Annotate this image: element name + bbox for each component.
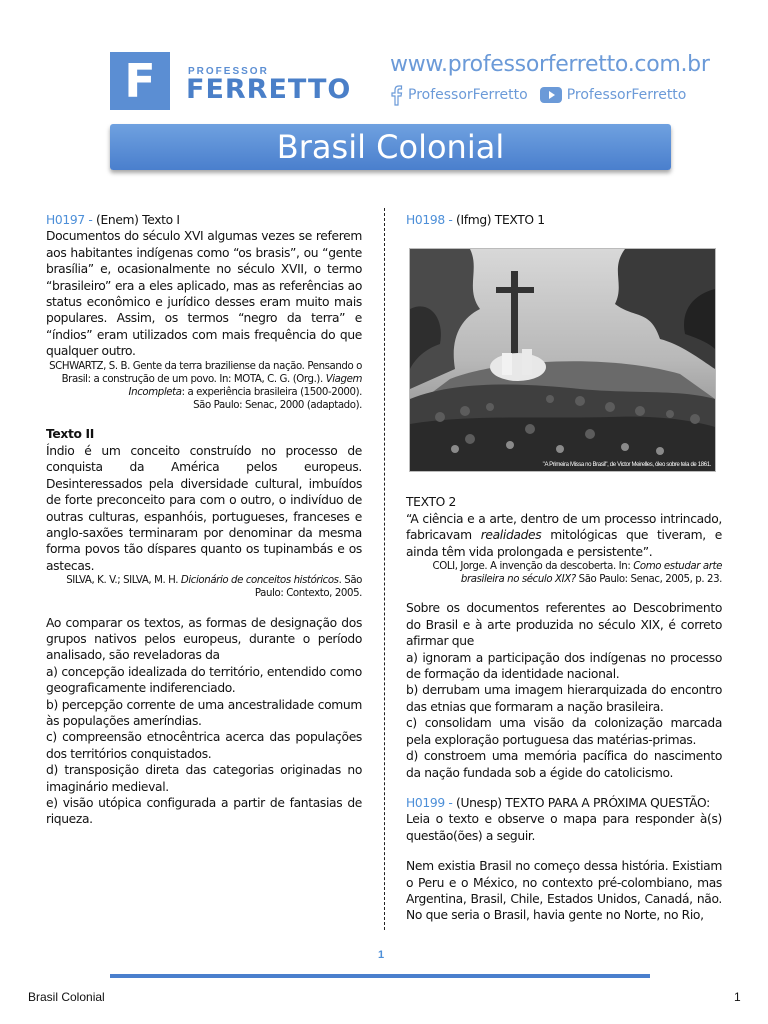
footer-divider bbox=[110, 974, 650, 978]
citation-part: São Paulo: Senac, 2005, p. 23. bbox=[575, 574, 722, 586]
brand-name: FERRETTO bbox=[186, 74, 352, 105]
answer-option[interactable]: a) concepção idealizada do território, entendido como geograficamente indiferenciado. bbox=[46, 664, 362, 696]
brand-subtitle: PROFESSOR bbox=[188, 66, 269, 77]
text-2-heading: TEXTO 2 bbox=[406, 495, 456, 510]
citation-title: Como estudar arte brasileira no século XIX? bbox=[460, 561, 722, 586]
social-links bbox=[390, 84, 686, 106]
right-column bbox=[406, 212, 722, 924]
youtube-link[interactable]: ProfessorFerretto bbox=[566, 87, 687, 103]
painting-image bbox=[409, 248, 716, 472]
answer-option[interactable]: e) visão utópica configurada a partir de fantasias de riqueza. bbox=[46, 796, 362, 827]
citation-part: COLI, Jorge. A invenção da descoberta. In: bbox=[432, 561, 634, 573]
answer-option[interactable]: a) ignoram a participação dos indígenas no processo de formação da identidade nacional. bbox=[406, 650, 722, 682]
page-title-bar bbox=[110, 124, 671, 170]
citation-title: Viagem Incompleta bbox=[128, 373, 362, 399]
site-url-link[interactable]: www.professorferretto.com.br bbox=[390, 52, 710, 77]
citation-part: SCHWARTZ, S. B. Gente da terra braziliense da nação. Pensando o Brasil: a construção de um povo. In: MOTA, C. G. (Org.). bbox=[49, 360, 362, 385]
facebook-icon bbox=[390, 84, 404, 106]
answer-option[interactable]: d) constroem uma memória pacífica do nascimento da nação fundada sob a égide do catolicismo. bbox=[406, 749, 722, 780]
quote-part: “A ciência e a arte, dentro de um processo intrincado, fabricavam bbox=[406, 511, 722, 543]
citation-part: São Paulo: Senac, 2000 (adaptado). bbox=[193, 400, 362, 412]
citation-1 bbox=[46, 360, 362, 413]
logo bbox=[110, 52, 170, 110]
question-source: (Unesp) TEXTO PARA A PRÓXIMA QUESTÃO: bbox=[456, 795, 710, 810]
answer-option[interactable]: b) percepção corrente de uma ancestralidade comum às populações ameríndias. bbox=[46, 697, 362, 728]
painting-caption: "A Primeira Missa no Brasil", de Victor Meirelles, óleo sobre tela de 1861. bbox=[542, 462, 711, 469]
question-stem: Sobre os documentos referentes ao Descobrimento do Brasil e à arte produzida no século XIX, é correto afirmar que bbox=[406, 601, 722, 649]
answer-option[interactable]: b) derrubam uma imagem hierarquizada do encontro das etnias que formaram a nação brasileira. bbox=[406, 683, 722, 714]
footer-title: Brasil Colonial bbox=[28, 990, 105, 1004]
facebook-link[interactable]: ProfessorFerretto bbox=[408, 87, 528, 103]
question-stem: Ao comparar os textos, as formas de designação dos grupos nativos pelos europeus, durante o período analisado, são reveladoras da bbox=[46, 615, 362, 663]
answer-option[interactable]: c) consolidam uma visão da colonização marcada pela exploração portuguesa das matérias-primas. bbox=[406, 716, 722, 747]
citation-part: . São Paulo: Contexto, 2005. bbox=[254, 575, 362, 600]
question-separator: - bbox=[444, 795, 457, 810]
text-2-heading: Texto II bbox=[46, 427, 94, 442]
citation-part: SILVA, K. V.; SILVA, M. H. bbox=[66, 575, 181, 587]
citation-title: Dicionário de conceitos históricos bbox=[180, 575, 339, 587]
question-separator: - bbox=[84, 213, 97, 227]
citation-2 bbox=[46, 574, 362, 600]
citation-part: : a experiência brasileira (1500-2000). bbox=[181, 387, 362, 399]
text-2: Índio é um conceito construído no processo de conquista da América pelos europeus. Desinteressados pela diversidade cultural, imbuídos de forte preconceito para com o outro, o indivíduo de outras culturas, espanhóis, portugueses, franceses e anglo-saxões terminaram por denominar da mesma forma povos tão díspares quanto os tupinambás e os astecas. bbox=[46, 443, 362, 573]
question-instruction: Leia o texto e observe o mapa para responder à(s) questão(ões) a seguir. bbox=[406, 812, 722, 843]
page-number-center: 1 bbox=[378, 949, 385, 961]
page-title: Brasil Colonial bbox=[276, 128, 505, 166]
youtube-icon bbox=[540, 87, 562, 103]
answer-option[interactable]: d) transposição direta das categorias originadas no imaginário medieval. bbox=[46, 763, 362, 794]
question-text: Nem existia Brasil no começo dessa história. Existiam o Peru e o México, no contexto pré-colombiano, mas Argentina, Brasil, Chile, Estados Unidos, Canadá, não. No que seria o Brasil, havia gente no Norte, no Rio, bbox=[406, 859, 722, 923]
quote-emphasis: realidades bbox=[480, 528, 542, 543]
question-header bbox=[46, 212, 362, 228]
left-column bbox=[46, 212, 362, 828]
logo-letter: F bbox=[124, 54, 156, 108]
question-id: H0197 bbox=[46, 213, 85, 227]
text-1: Documentos do século XVI algumas vezes se referem aos habitantes indígenas como “os brasis”, ou “gente brasília” e, ocasionalmente no século XVII, o termo “brasileiro” era a eles aplicado, mas as referências ao status econômico e jurídico desses eram muito mais populares. Assim, os termos “negro da terra” e “índios” eram utilizados com mais frequência do que qualquer outro. bbox=[46, 229, 362, 359]
question-header bbox=[406, 212, 722, 228]
column-divider bbox=[384, 208, 385, 930]
question-id: H0198 bbox=[406, 213, 445, 227]
text-2-quote bbox=[406, 511, 722, 560]
answer-option[interactable]: c) compreensão etnocêntrica acerca das populações dos territórios conquistados. bbox=[46, 730, 362, 761]
question-id: H0199 bbox=[406, 795, 445, 810]
question-source: (Enem) Texto I bbox=[96, 213, 180, 227]
question-header bbox=[406, 795, 722, 811]
question-separator: - bbox=[444, 213, 457, 227]
question-source: (Ifmg) TEXTO 1 bbox=[456, 213, 545, 227]
citation-3 bbox=[406, 560, 722, 586]
quote-part: mitológicas que tiveram, e ainda têm vida prolongada e persistente”. bbox=[406, 528, 722, 559]
footer-page-number: 1 bbox=[734, 990, 741, 1004]
